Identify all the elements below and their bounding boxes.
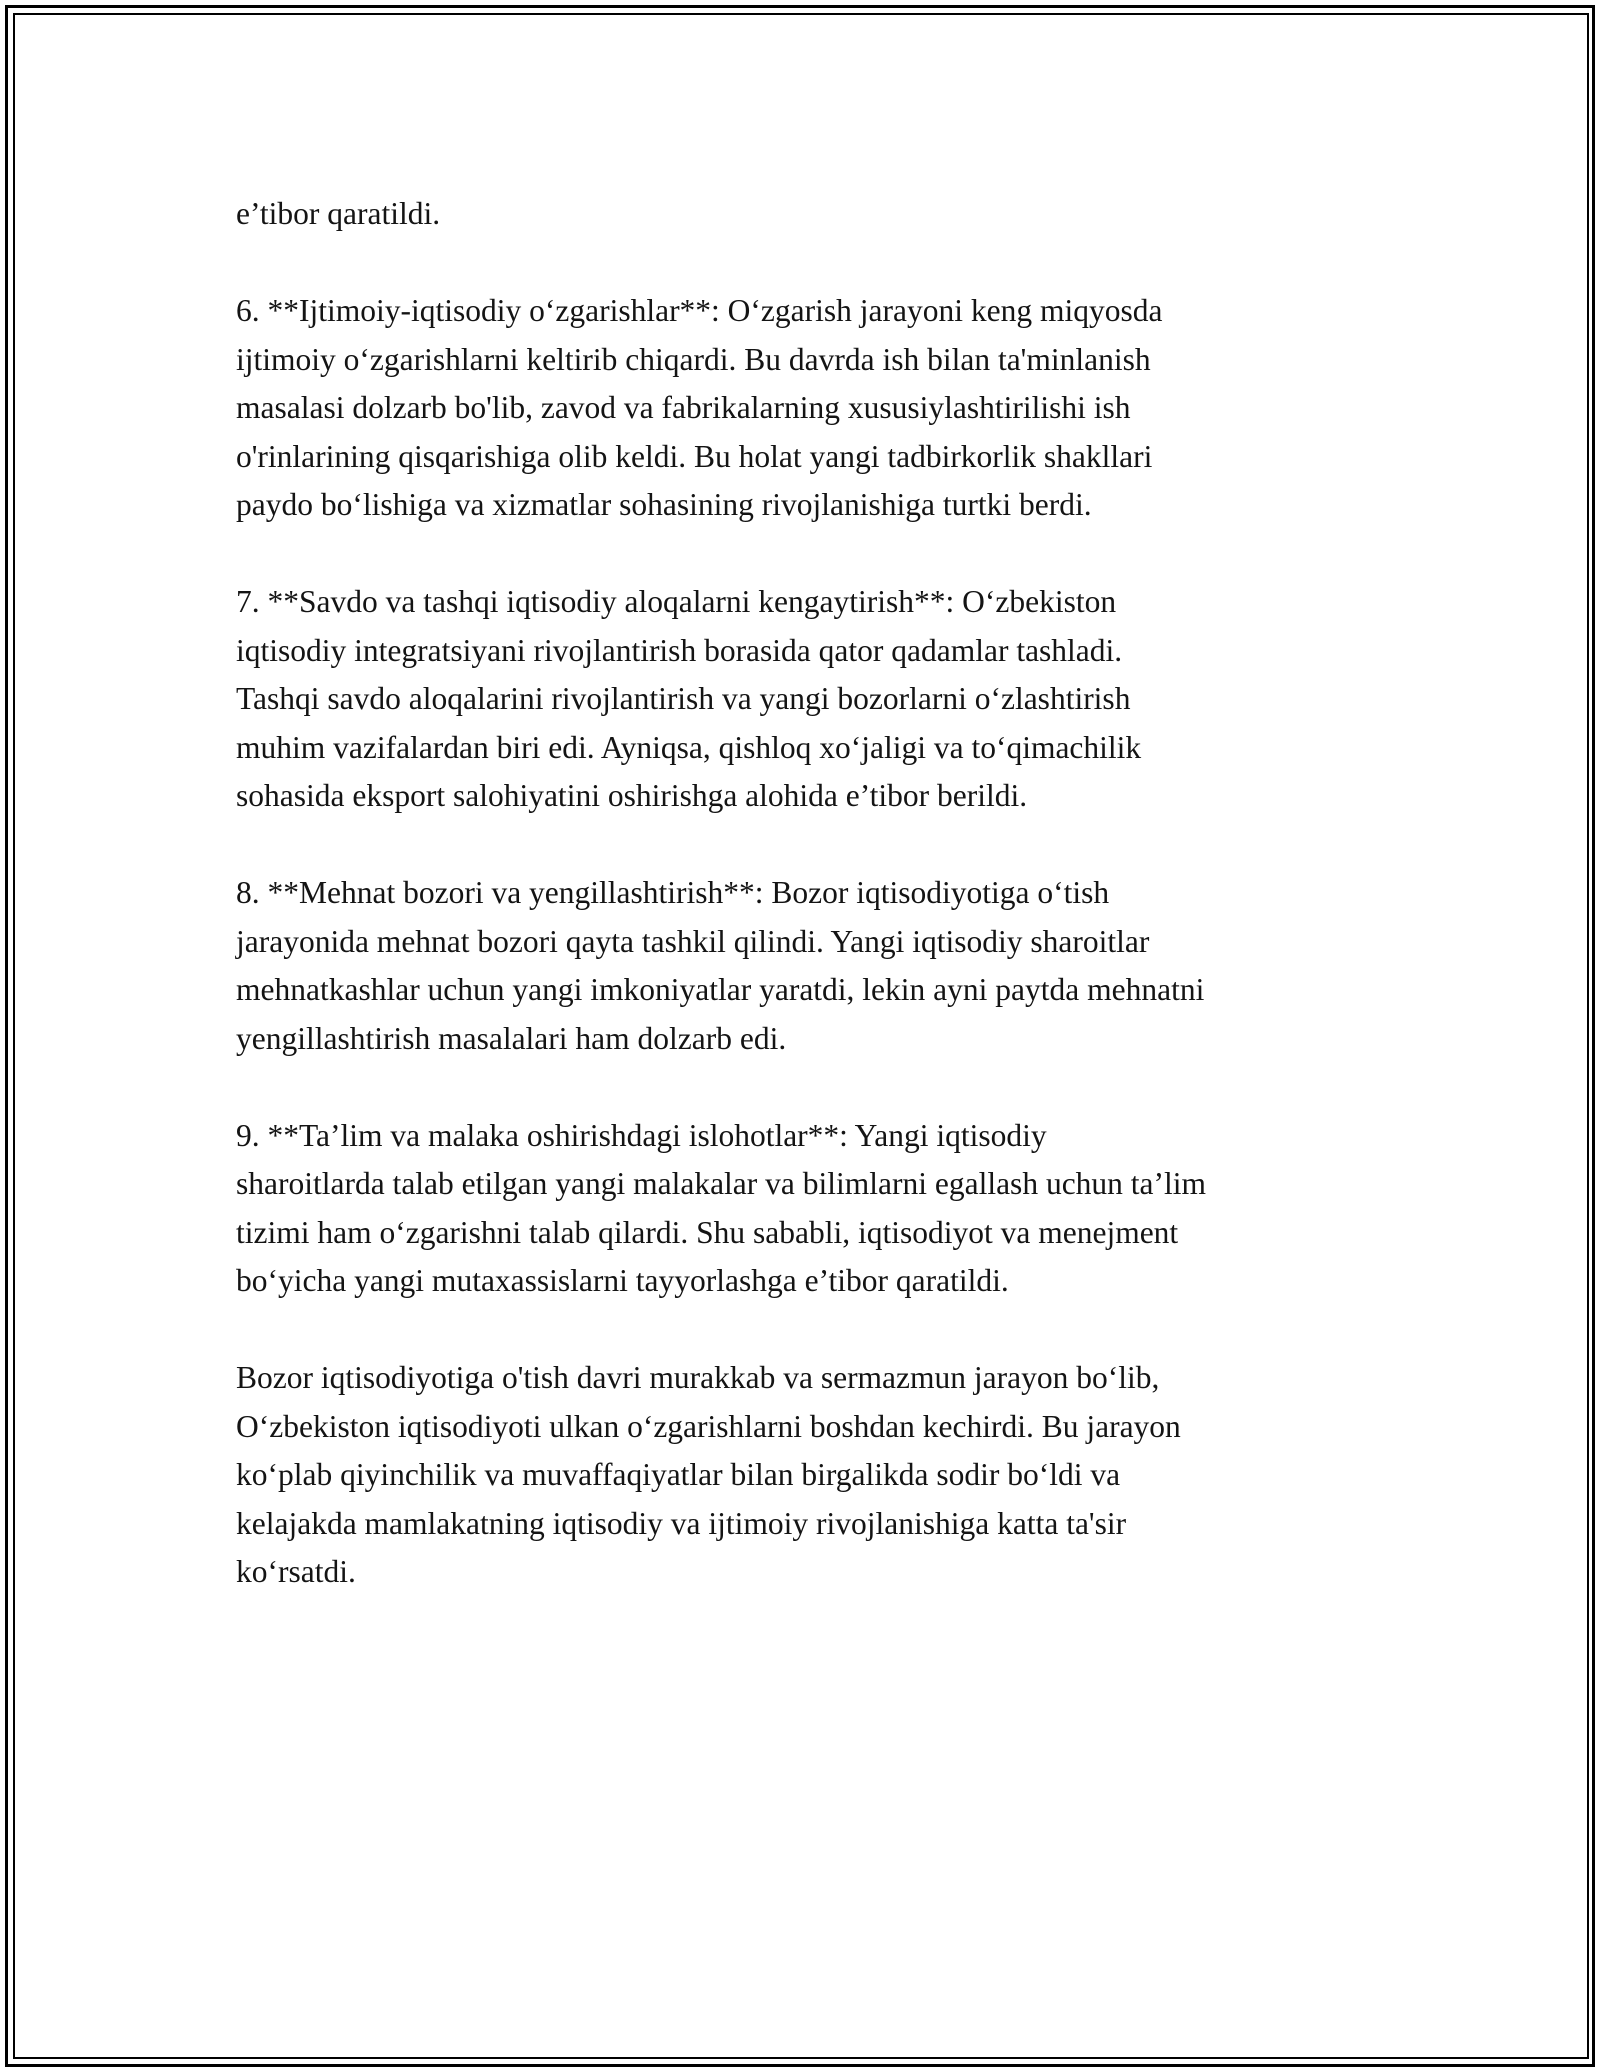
text-line: mehnatkashlar uchun yangi imkoniyatlar yaratdi, lekin ayni paytda mehnatni [236,972,1205,1007]
text-line: sohasida eksport salohiyatini oshirishga alohida e’tibor berildi. [236,778,1028,813]
text-line: muhim vazifalardan biri edi. Ayniqsa, qishloq xo‘jaligi va to‘qimachilik [236,729,1142,765]
paragraph-item-7 [236,578,1376,821]
paragraph-conclusion [236,1354,1376,1597]
text-line: ko‘plab qiyinchilik va muvaffaqiyatlar bilan birgalikda sodir bo‘ldi va [236,1457,1121,1492]
document-body [236,190,1376,1645]
text-line: o'rinlarining qisqarishiga olib keldi. Bu holat yangi tadbirkorlik shakllari [236,438,1153,474]
paragraph-item-8 [236,869,1376,1063]
text-line: e’tibor qaratildi. [236,196,441,231]
text-line: masalasi dolzarb bo'lib, zavod va fabrikalarning xususiylashtirilishi ish [236,390,1131,425]
text-line: paydo bo‘lishiga va xizmatlar sohasining rivojlanishiga turtki berdi. [236,487,1092,522]
text-line: 7. **Savdo va tashqi iqtisodiy aloqalarni kengaytirish**: O‘zbekiston [236,584,1117,619]
text-line: O‘zbekiston iqtisodiyoti ulkan o‘zgarishlarni boshdan kechirdi. Bu jarayon [236,1408,1181,1444]
text-line: ko‘rsatdi. [236,1554,356,1589]
text-line: yengillashtirish masalalari ham dolzarb edi. [236,1020,787,1056]
paragraph-item-6 [236,287,1376,530]
text-line: 6. **Ijtimoiy-iqtisodiy o‘zgarishlar**: O‘zgarish jarayoni keng miqyosda [236,293,1163,328]
paragraph-item-9 [236,1112,1376,1306]
paragraph-continuation [236,190,1376,239]
text-line: ijtimoiy o‘zgarishlarni keltirib chiqardi. Bu davrda ish bilan ta'minlanish [236,341,1151,377]
text-line: tizimi ham o‘zgarishni talab qilardi. Shu sababli, iqtisodiyot va menejment [236,1214,1179,1250]
text-line: kelajakda mamlakatning iqtisodiy va ijtimoiy rivojlanishiga katta ta'sir [236,1505,1127,1541]
text-line: 8. **Mehnat bozori va yengillashtirish**: Bozor iqtisodiyotiga o‘tish [236,875,1110,910]
text-line: 9. **Ta’lim va malaka oshirishdagi islohotlar**: Yangi iqtisodiy [236,1117,1047,1153]
text-line: iqtisodiy integratsiyani rivojlantirish borasida qator qadamlar tashladi. [236,632,1123,668]
text-line: sharoitlarda talab etilgan yangi malakalar va bilimlarni egallash uchun ta’lim [236,1166,1207,1201]
text-line: bo‘yicha yangi mutaxassislarni tayyorlashga e’tibor qaratildi. [236,1263,1009,1298]
text-line: Tashqi savdo aloqalarini rivojlantirish va yangi bozorlarni o‘zlashtirish [236,681,1131,716]
text-line: Bozor iqtisodiyotiga o'tish davri murakkab va sermazmun jarayon bo‘lib, [236,1360,1160,1395]
text-line: jarayonida mehnat bozori qayta tashkil qilindi. Yangi iqtisodiy sharoitlar [236,923,1150,959]
